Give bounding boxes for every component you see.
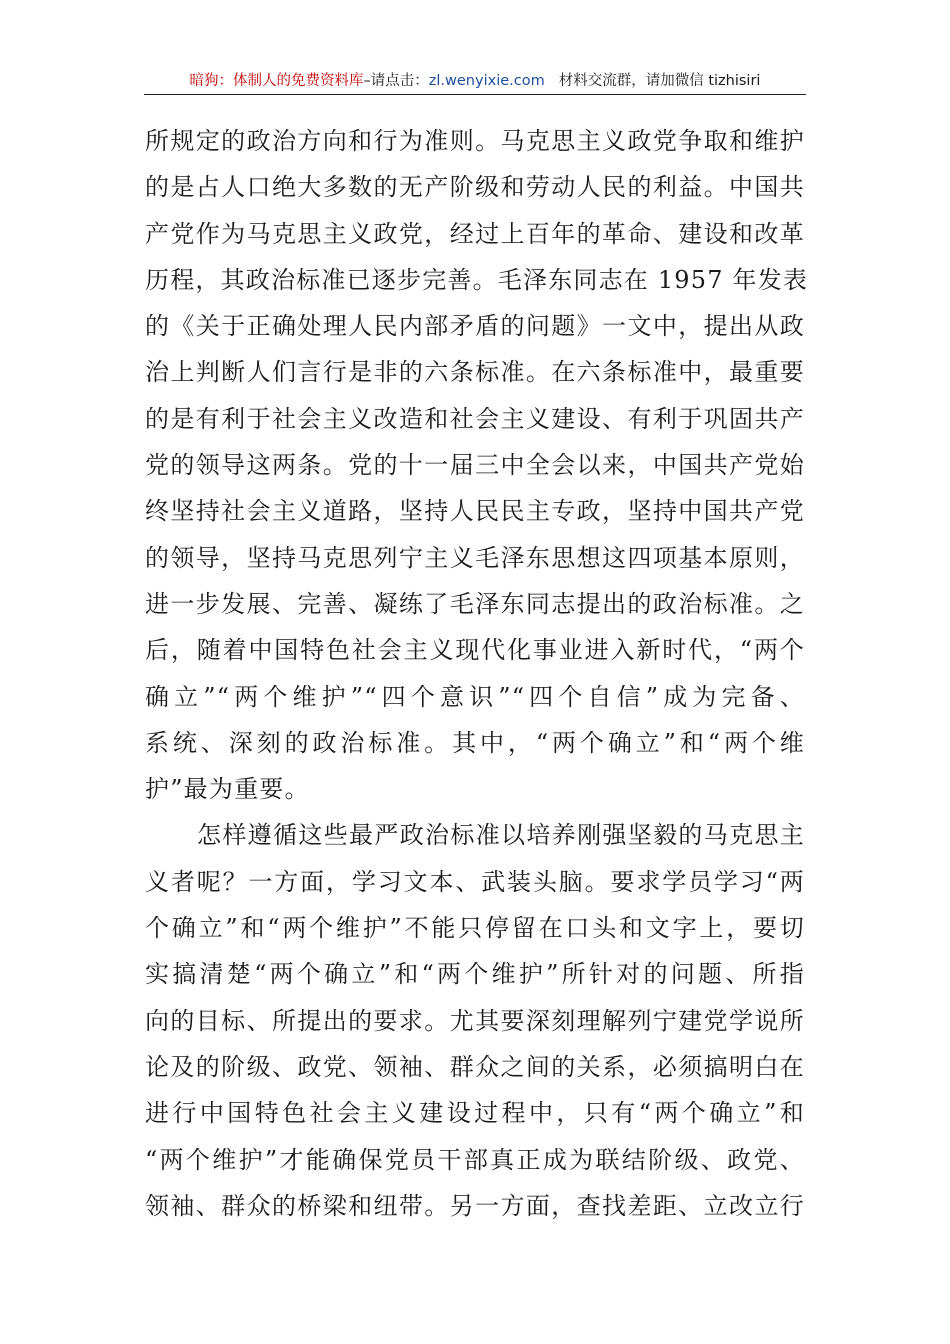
header-brand-text: 暗狗：体制人的免费资料库: [189, 73, 364, 89]
header-contact-text: 材料交流群，请加微信 tizhisiri: [558, 73, 761, 89]
document-body: [145, 118, 809, 1229]
text-line: 所规定的政治方向和行为准则。马克思主义政党争取和维护: [145, 127, 805, 155]
paragraph-2: [145, 812, 805, 1229]
text-line: 历程，其政治标准已逐步完善。毛泽东同志在 1957 年发表: [145, 265, 809, 294]
text-line: 党的领导这两条。党的十一届三中全会以来，中国共产党始: [145, 451, 805, 480]
header-prompt-text: –请点击：: [363, 73, 429, 89]
text-line: 的是占人口绝大多数的无产阶级和劳动人民的利益。中国共: [145, 173, 805, 202]
text-line: 的是有利于社会主义改造和社会主义建设、有利于巩固共产: [145, 404, 805, 433]
header-link[interactable]: zl.wenyixie.com: [428, 73, 545, 89]
text-line: 治上判断人们言行是非的六条标准。在六条标准中，最重要: [145, 358, 805, 387]
text-line: 确立”“两个维护”“四个意识”“四个自信”成为完备、: [145, 682, 805, 711]
text-line: 义者呢？一方面，学习文本、武装头脑。要求学员学习“两: [145, 867, 805, 896]
text-line: 产党作为马克思主义政党，经过上百年的革命、建设和改革: [145, 219, 805, 248]
text-line: 怎样遵循这些最严政治标准以培养刚强坚毅的马克思主: [197, 821, 805, 850]
text-line: 实搞清楚“两个确立”和“两个维护”所针对的问题、所指: [145, 960, 805, 989]
text-line: 的《关于正确处理人民内部矛盾的问题》一文中，提出从政: [145, 312, 805, 341]
paragraph-1: [145, 118, 809, 812]
text-line: 的领导，坚持马克思列宁主义毛泽东思想这四项基本原则，: [145, 543, 805, 572]
text-line: 个确立”和“两个维护”不能只停留在口头和文字上，要切: [145, 914, 805, 943]
text-line: 后，随着中国特色社会主义现代化事业进入新时代，“两个: [145, 636, 805, 665]
text-line: 进一步发展、完善、凝练了毛泽东同志提出的政治标准。之: [145, 589, 805, 618]
text-line: 领袖、群众的桥梁和纽带。另一方面，查找差距、立改立行: [145, 1191, 805, 1220]
text-line: 终坚持社会主义道路，坚持人民民主专政，坚持中国共产党: [145, 497, 805, 526]
text-line: “两个维护”才能确保党员干部真正成为联结阶级、政党、: [145, 1145, 805, 1174]
text-line: 护”最为重要。: [145, 775, 310, 804]
text-line: 系统、深刻的政治标准。其中，“两个确立”和“两个维: [145, 728, 805, 757]
text-line: 进行中国特色社会主义建设过程中，只有“两个确立”和: [145, 1099, 805, 1128]
page-header: [144, 68, 806, 95]
text-line: 向的目标、所提出的要求。尤其要深刻理解列宁建党学说所: [145, 1006, 805, 1035]
text-line: 论及的阶级、政党、领袖、群众之间的关系，必须搞明白在: [145, 1052, 805, 1081]
